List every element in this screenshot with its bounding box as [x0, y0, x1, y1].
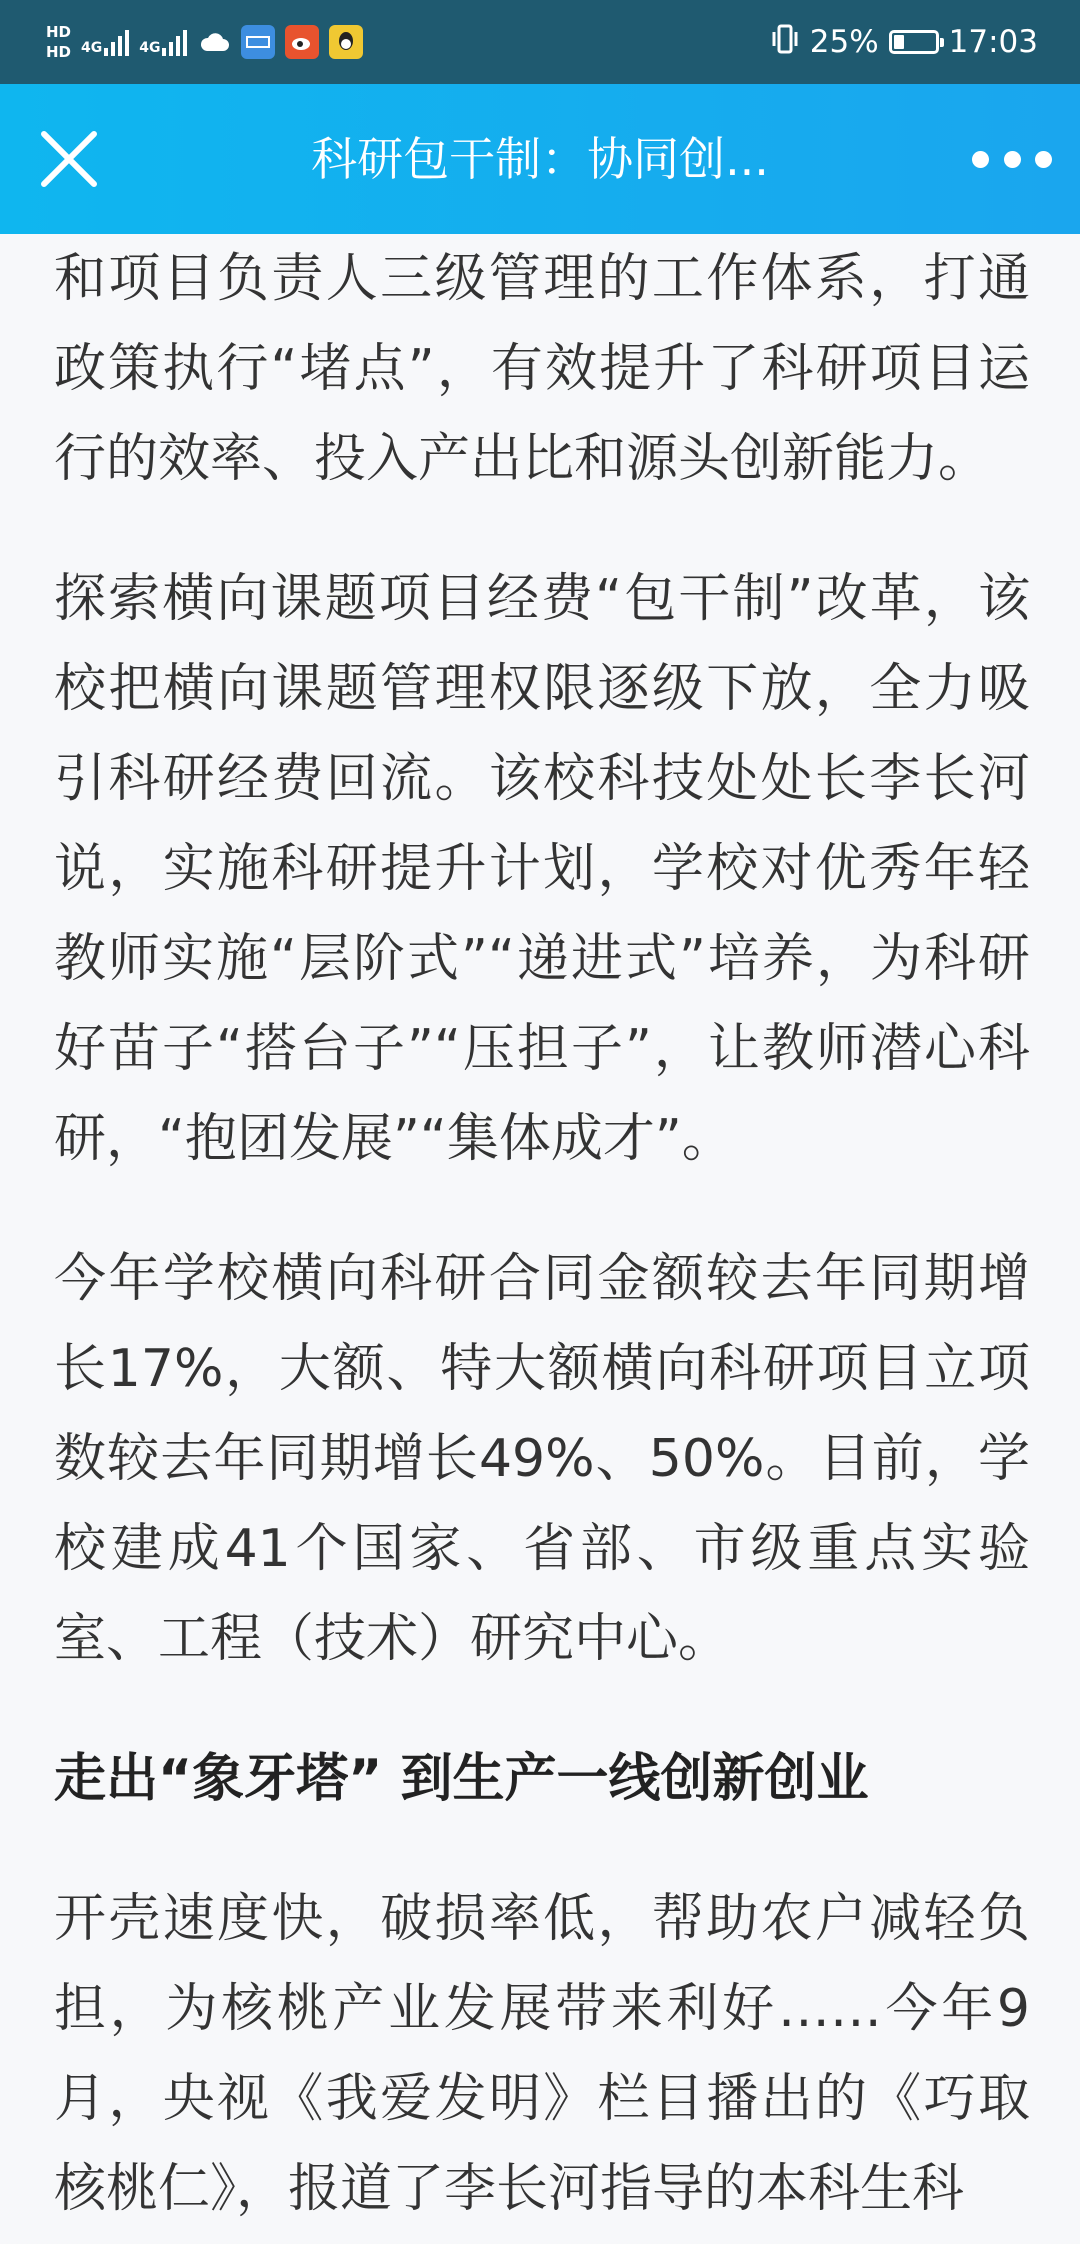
signal-icon-2 [139, 28, 187, 56]
status-right [770, 0, 1038, 84]
article-paragraph-4: 开壳速度快，破损率低，帮助农户减轻负担，为核桃产业发展带来利好……今年9月，央视《我爱发明》栏目播出的《巧取核桃仁》，报道了李长河指导的本科生科 [54, 1889, 1030, 2219]
signal-icon-1 [81, 28, 129, 56]
hd-label-2: HD [46, 43, 72, 61]
more-icon-dot [1004, 151, 1021, 168]
net-label-2: 4G [139, 40, 161, 56]
qq-icon [329, 25, 363, 59]
cloud-icon [197, 25, 231, 59]
hd-icon [46, 22, 71, 62]
more-icon-dot [1035, 151, 1052, 168]
status-bar [0, 0, 1080, 84]
article-paragraph-3: 今年学校横向科研合同金额较去年同期增长17%，大额、特大额横向科研项目立项数较去年同期增长49%、50%。目前，学校建成41个国家、省部、市级重点实验室、工程（技术）研究中心。 [54, 1249, 1030, 1669]
article-body [54, 234, 1030, 2234]
article-subheading: 走出“象牙塔” 到生产一线创新创业 [54, 1749, 869, 1809]
title-bar [0, 84, 1080, 234]
page-title: 科研包干制：协同创... [311, 132, 769, 186]
vibrate-icon [770, 23, 800, 62]
clock: 17:03 [948, 24, 1038, 60]
net-label-1: 4G [81, 40, 103, 56]
battery-percent: 25% [809, 24, 879, 60]
close-button[interactable] [36, 126, 102, 192]
weibo-icon [285, 25, 319, 59]
app-icon [241, 25, 275, 59]
battery-icon [889, 30, 939, 54]
article-paragraph-2: 探索横向课题项目经费“包干制”改革，该校把横向课题管理权限逐级下放，全力吸引科研经费回流。该校科技处处长李长河说，实施科研提升计划，学校对优秀年轻教师实施“层阶式”“递进式”培养，为科研好苗子“搭台子”“压担子”，让教师潜心科研，“抱团发展”“集体成才”。 [54, 569, 1030, 1169]
more-button[interactable] [972, 136, 1052, 182]
more-icon-dot [972, 151, 989, 168]
article-paragraph-1: 和项目负责人三级管理的工作体系，打通政策执行“堵点”，有效提升了科研项目运行的效率、投入产出比和源头创新能力。 [54, 249, 1030, 489]
hd-label-1: HD [46, 23, 72, 41]
status-left [46, 12, 363, 72]
close-icon [36, 126, 102, 192]
